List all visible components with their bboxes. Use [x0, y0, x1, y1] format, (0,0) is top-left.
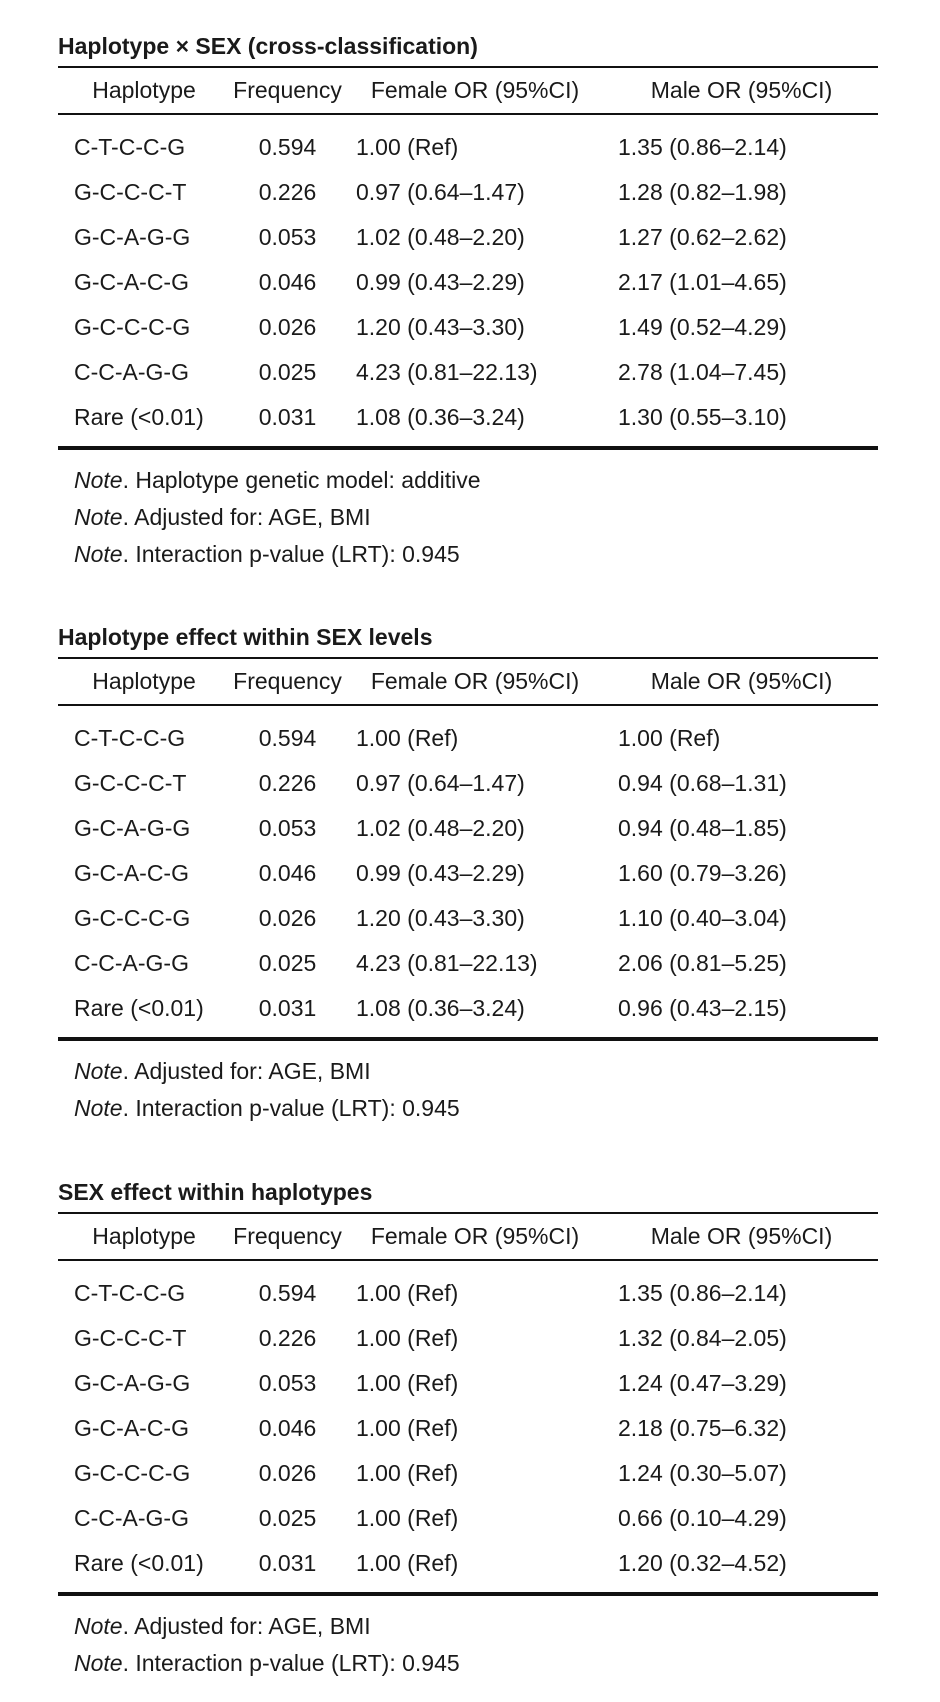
note-text: . Haplotype genetic model: additive [122, 467, 481, 493]
table-notes [58, 1053, 878, 1127]
cell-frequency: 0.046 [258, 269, 317, 295]
cell-haplotype: G-C-C-C-G [74, 314, 191, 340]
cell-frequency: 0.031 [258, 404, 317, 430]
table-row [58, 1361, 878, 1406]
cell-haplotype: G-C-A-C-G [74, 269, 189, 295]
cell-haplotype: C-C-A-G-G [74, 1505, 189, 1531]
table-row [58, 1316, 878, 1361]
column-header-male-or: Male OR (95%CI) [650, 77, 833, 103]
note-line [74, 1645, 878, 1682]
results-table [58, 1212, 878, 1596]
cell-female-or: 1.20 (0.43–3.30) [356, 314, 525, 340]
cell-frequency: 0.046 [258, 1415, 317, 1441]
cell-male-or: 0.96 (0.43–2.15) [618, 995, 787, 1021]
cell-frequency: 0.226 [258, 770, 317, 796]
table-row [58, 125, 878, 170]
cell-haplotype: G-C-C-C-G [74, 1460, 191, 1486]
cell-female-or: 1.00 (Ref) [356, 1415, 459, 1441]
table-title: Haplotype effect within SEX levels [58, 624, 433, 650]
column-header-frequency: Frequency [233, 1223, 342, 1249]
cell-male-or: 1.32 (0.84–2.05) [618, 1325, 787, 1351]
table-bottom-rule [58, 1039, 878, 1041]
cell-frequency: 0.025 [258, 359, 317, 385]
cell-haplotype: G-C-A-C-G [74, 1415, 189, 1441]
note-text: . Interaction p-value (LRT): 0.945 [122, 541, 460, 567]
cell-haplotype: C-T-C-C-G [74, 1280, 186, 1306]
cell-female-or: 1.00 (Ref) [356, 1505, 459, 1531]
cell-frequency: 0.594 [258, 1280, 317, 1306]
header-row [58, 1213, 878, 1260]
cell-haplotype: G-C-C-C-T [74, 1325, 187, 1351]
cell-male-or: 1.28 (0.82–1.98) [618, 179, 787, 205]
note-text: . Interaction p-value (LRT): 0.945 [122, 1095, 460, 1121]
cell-female-or: 1.00 (Ref) [356, 1370, 459, 1396]
cell-haplotype: G-C-A-G-G [74, 1370, 191, 1396]
cell-male-or: 1.24 (0.30–5.07) [618, 1460, 787, 1486]
cell-male-or: 1.24 (0.47–3.29) [618, 1370, 787, 1396]
table-row [58, 260, 878, 305]
column-header-haplotype: Haplotype [92, 668, 196, 694]
table-row [58, 896, 878, 941]
table-title: SEX effect within haplotypes [58, 1179, 373, 1205]
table-row [58, 806, 878, 851]
note-label: Note [74, 504, 123, 530]
cell-male-or: 1.60 (0.79–3.26) [618, 860, 787, 886]
note-label: Note [74, 1095, 123, 1121]
table-row [58, 986, 878, 1031]
cell-frequency: 0.026 [258, 905, 317, 931]
cell-female-or: 0.97 (0.64–1.47) [356, 179, 525, 205]
cell-haplotype: C-T-C-C-G [74, 134, 186, 160]
cell-haplotype: G-C-A-C-G [74, 860, 189, 886]
column-header-haplotype: Haplotype [92, 1223, 196, 1249]
cell-frequency: 0.026 [258, 314, 317, 340]
cell-male-or: 2.17 (1.01–4.65) [618, 269, 787, 295]
table-section-haplotype-within-sex [58, 623, 878, 1127]
note-line [74, 1090, 878, 1127]
cell-male-or: 0.94 (0.68–1.31) [618, 770, 787, 796]
note-label: Note [74, 467, 123, 493]
note-text: . Adjusted for: AGE, BMI [122, 504, 371, 530]
table-title: Haplotype × SEX (cross-classification) [58, 33, 478, 59]
note-line [74, 536, 878, 573]
cell-frequency: 0.053 [258, 224, 317, 250]
cell-frequency: 0.026 [258, 1460, 317, 1486]
cell-haplotype: G-C-C-C-G [74, 905, 191, 931]
table-section-cross-classification [58, 32, 878, 573]
cell-male-or: 1.20 (0.32–4.52) [618, 1550, 787, 1576]
cell-male-or: 0.66 (0.10–4.29) [618, 1505, 787, 1531]
cell-frequency: 0.053 [258, 815, 317, 841]
cell-haplotype: C-C-A-G-G [74, 359, 189, 385]
cell-female-or: 1.00 (Ref) [356, 1460, 459, 1486]
table-row [58, 215, 878, 260]
cell-female-or: 1.08 (0.36–3.24) [356, 404, 525, 430]
column-header-frequency: Frequency [233, 77, 342, 103]
table-row [58, 170, 878, 215]
cell-male-or: 1.10 (0.40–3.04) [618, 905, 787, 931]
column-header-male-or: Male OR (95%CI) [650, 1223, 833, 1249]
cell-frequency: 0.226 [258, 179, 317, 205]
cell-haplotype: G-C-A-G-G [74, 224, 191, 250]
cell-frequency: 0.025 [258, 950, 317, 976]
cell-haplotype: G-C-C-C-T [74, 770, 187, 796]
table-row [58, 1541, 878, 1586]
cell-male-or: 2.06 (0.81–5.25) [618, 950, 787, 976]
note-label: Note [74, 1650, 123, 1676]
column-header-male-or: Male OR (95%CI) [650, 668, 833, 694]
note-text: . Adjusted for: AGE, BMI [122, 1613, 371, 1639]
table-notes [58, 1608, 878, 1682]
cell-male-or: 2.18 (0.75–6.32) [618, 1415, 787, 1441]
column-header-female-or: Female OR (95%CI) [370, 668, 580, 694]
cell-female-or: 1.08 (0.36–3.24) [356, 995, 525, 1021]
column-header-female-or: Female OR (95%CI) [370, 77, 580, 103]
cell-haplotype: C-C-A-G-G [74, 950, 189, 976]
table-row [58, 761, 878, 806]
cell-female-or: 1.00 (Ref) [356, 1550, 459, 1576]
note-text: . Adjusted for: AGE, BMI [122, 1058, 371, 1084]
table-row [58, 305, 878, 350]
cell-frequency: 0.594 [258, 725, 317, 751]
cell-haplotype: Rare (<0.01) [74, 404, 204, 430]
cell-frequency: 0.031 [258, 1550, 317, 1576]
note-line [74, 462, 878, 499]
column-header-haplotype: Haplotype [92, 77, 196, 103]
cell-female-or: 1.00 (Ref) [356, 134, 459, 160]
cell-frequency: 0.226 [258, 1325, 317, 1351]
results-table [58, 657, 878, 1041]
cell-male-or: 1.49 (0.52–4.29) [618, 314, 787, 340]
cell-female-or: 0.97 (0.64–1.47) [356, 770, 525, 796]
cell-haplotype: Rare (<0.01) [74, 995, 204, 1021]
cell-female-or: 1.00 (Ref) [356, 725, 459, 751]
cell-female-or: 4.23 (0.81–22.13) [356, 359, 538, 385]
cell-haplotype: G-C-A-G-G [74, 815, 191, 841]
cell-male-or: 1.35 (0.86–2.14) [618, 1280, 787, 1306]
cell-frequency: 0.046 [258, 860, 317, 886]
cell-female-or: 0.99 (0.43–2.29) [356, 860, 525, 886]
cell-frequency: 0.031 [258, 995, 317, 1021]
header-row [58, 658, 878, 705]
cell-male-or: 1.35 (0.86–2.14) [618, 134, 787, 160]
cell-female-or: 1.20 (0.43–3.30) [356, 905, 525, 931]
note-line [74, 1053, 878, 1090]
cell-frequency: 0.594 [258, 134, 317, 160]
table-row [58, 851, 878, 896]
cell-female-or: 0.99 (0.43–2.29) [356, 269, 525, 295]
cell-frequency: 0.025 [258, 1505, 317, 1531]
table-row [58, 1496, 878, 1541]
note-line [74, 1608, 878, 1645]
note-label: Note [74, 541, 123, 567]
table-notes [58, 462, 878, 573]
table-row [58, 941, 878, 986]
note-label: Note [74, 1058, 123, 1084]
header-row [58, 67, 878, 114]
cell-female-or: 1.00 (Ref) [356, 1280, 459, 1306]
cell-haplotype: G-C-C-C-T [74, 179, 187, 205]
cell-haplotype: C-T-C-C-G [74, 725, 186, 751]
table-bottom-rule [58, 448, 878, 450]
cell-female-or: 1.02 (0.48–2.20) [356, 224, 525, 250]
cell-male-or: 1.30 (0.55–3.10) [618, 404, 787, 430]
cell-male-or: 2.78 (1.04–7.45) [618, 359, 787, 385]
table-bottom-rule [58, 1594, 878, 1596]
cell-female-or: 4.23 (0.81–22.13) [356, 950, 538, 976]
table-row [58, 395, 878, 440]
results-table [58, 66, 878, 450]
cell-female-or: 1.02 (0.48–2.20) [356, 815, 525, 841]
table-row [58, 1271, 878, 1316]
note-text: . Interaction p-value (LRT): 0.945 [122, 1650, 460, 1676]
cell-male-or: 0.94 (0.48–1.85) [618, 815, 787, 841]
table-row [58, 1451, 878, 1496]
table-row [58, 1406, 878, 1451]
table-row [58, 350, 878, 395]
table-row [58, 716, 878, 761]
table-section-sex-within-haplotypes [58, 1178, 878, 1682]
column-header-frequency: Frequency [233, 668, 342, 694]
cell-male-or: 1.00 (Ref) [618, 725, 721, 751]
cell-frequency: 0.053 [258, 1370, 317, 1396]
cell-male-or: 1.27 (0.62–2.62) [618, 224, 787, 250]
cell-female-or: 1.00 (Ref) [356, 1325, 459, 1351]
note-label: Note [74, 1613, 123, 1639]
cell-haplotype: Rare (<0.01) [74, 1550, 204, 1576]
note-line [74, 499, 878, 536]
column-header-female-or: Female OR (95%CI) [370, 1223, 580, 1249]
